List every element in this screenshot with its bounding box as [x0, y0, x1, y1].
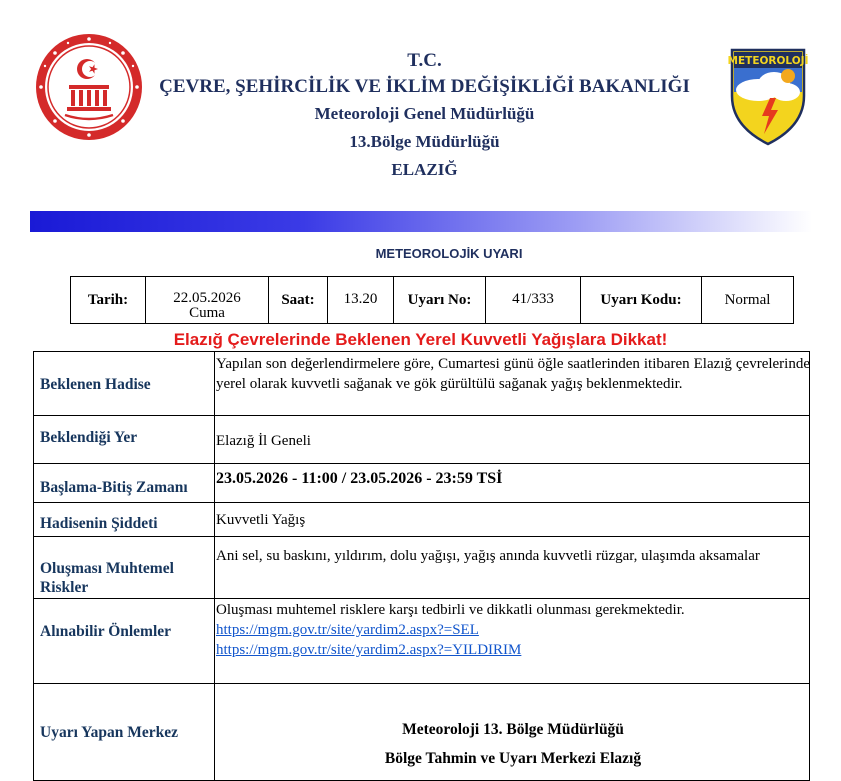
warning-no-value: 41/333	[485, 276, 581, 324]
header-city: ELAZIĞ	[391, 160, 458, 179]
issuing-center-label: Uyarı Yapan Merkez	[40, 724, 179, 741]
header-divider-bar	[30, 211, 812, 232]
issuing-center-line2: Bölge Tahmin ve Uyarı Merkezi Elazığ	[384, 750, 642, 767]
warning-code-value: Normal	[701, 276, 794, 324]
date-cell	[145, 276, 269, 324]
flood-info-link[interactable]: https://mgm.gov.tr/site/yardim2.aspx?=SEL	[216, 622, 479, 638]
expected-event-value: Yapılan son değerlendirmelere göre, Cumartesi günü öğle saatlerinden itibaren Elazığ çevrelerinde yerel olarak kuvvetli sağanak ve gök gürültülü sağanak yağış beklenmektedir.	[216, 356, 810, 392]
date-value: 22.05.2026	[173, 290, 241, 306]
row-divider	[33, 463, 810, 464]
severity-value: Kuvvetli Yağış	[216, 512, 306, 528]
time-range-value: 23.05.2026 - 11:00 / 23.05.2026 - 23:59 TSİ	[216, 470, 503, 487]
header-ministry: ÇEVRE, ŞEHİRCİLİK VE İKLİM DEĞİŞİKLİĞİ BAKANLIĞI	[159, 76, 690, 97]
time-value: 13.20	[327, 276, 394, 324]
risks-label	[40, 559, 174, 597]
document-title: METEOROLOJİK UYARI	[375, 246, 523, 261]
warning-headline: Elazığ Çevrelerinde Beklenen Yerel Kuvvetli Yağışlara Dikkat!	[173, 330, 668, 349]
measures-label: Alınabilir Önlemler	[40, 623, 172, 640]
severity-label: Hadisenin Şiddeti	[40, 515, 158, 532]
row-divider	[33, 502, 810, 503]
expected-place-label: Beklendiği Yer	[40, 429, 138, 446]
risks-label-line2: Riskler	[40, 579, 89, 596]
expected-event-label: Beklenen Hadise	[40, 376, 151, 393]
measures-value: Oluşması muhtemel risklere karşı tedbirli ve dikkatli olunması gerekmektedir.	[216, 602, 685, 618]
row-divider	[33, 415, 810, 416]
header-general-directorate: Meteoroloji Genel Müdürlüğü	[314, 104, 535, 123]
header-regional-directorate: 13.Bölge Müdürlüğü	[349, 132, 500, 151]
time-label: Saat:	[268, 276, 328, 324]
expected-place-value: Elazığ İl Geneli	[216, 433, 311, 449]
day-value: Cuma	[189, 305, 225, 321]
time-range-label: Başlama-Bitiş Zamanı	[40, 479, 188, 496]
warning-no-label: Uyarı No:	[393, 276, 486, 324]
warning-code-label: Uyarı Kodu:	[580, 276, 702, 324]
risks-value: Ani sel, su baskını, yıldırım, dolu yağışı, yağış anında kuvvetli rüzgar, ulaşımda aksamalar	[216, 548, 760, 564]
header-tc: T.C.	[407, 50, 442, 71]
row-divider	[33, 536, 810, 537]
risks-label-line1: Oluşması Muhtemel	[40, 560, 174, 577]
row-divider	[33, 683, 810, 684]
measures-cell	[216, 600, 810, 660]
row-divider	[33, 598, 810, 599]
svg-text:METEOROLOJİ: METEOROLOJİ	[728, 55, 808, 67]
lightning-info-link[interactable]: https://mgm.gov.tr/site/yardim2.aspx?=YILDIRIM	[216, 642, 522, 658]
date-label: Tarih:	[70, 276, 146, 324]
issuing-center-line1: Meteoroloji 13. Bölge Müdürlüğü	[402, 721, 624, 738]
